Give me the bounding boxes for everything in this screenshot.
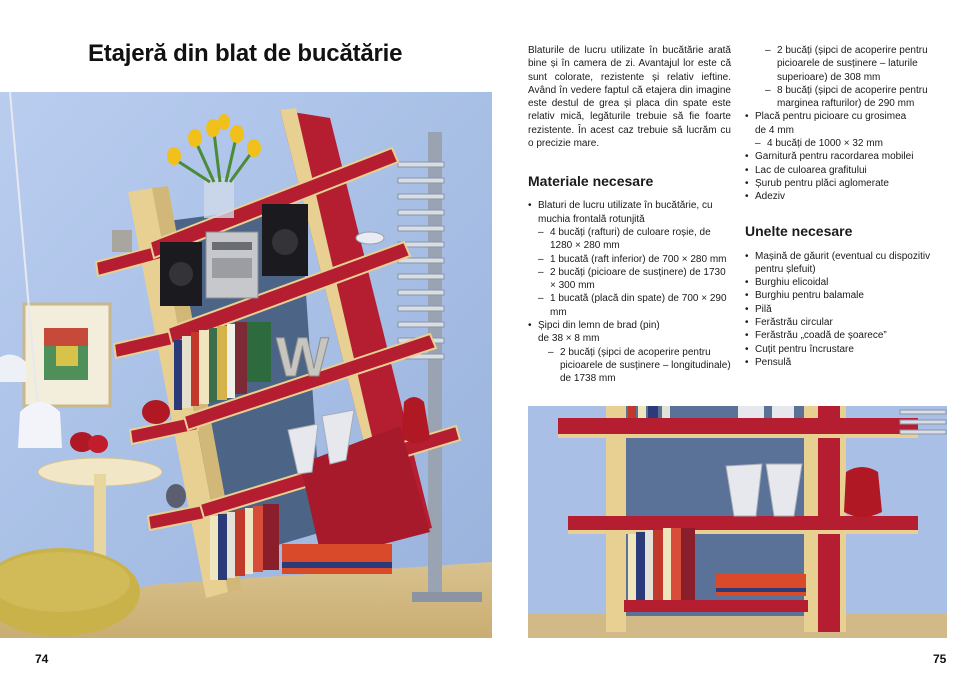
list-item: • Burghiu elicoidal [745,276,945,289]
decor-letter: W [276,325,329,388]
materials-list-part2 [745,44,945,204]
small-bowl [356,232,384,244]
list-item: – 2 bucăți (șipci de acoperire pentru picioarele de susținere – laturile superioare) de 308 mm [745,44,945,84]
list-item: – 1 bucată (raft inferior) de 700 × 280 mm [528,253,731,266]
list-item: – 8 bucăți (șipci de acoperire pentru marginea rafturilor) de 290 mm [745,84,945,111]
text-column-left [528,44,731,386]
list-item: – 2 bucăți (șipci de acoperire pentru picioarele de susținere – longitudinale) de 1738 mm [528,346,731,386]
list-item: – 4 bucăți de 1000 × 32 mm [745,137,945,150]
intro-paragraph: Blaturile de lucru utilizate în bucătărie arată bine și în camera de zi. Avantajul lor este că sunt colorate, rezistente și relativ ieftine. Având în vedere faptul că etajera din imagine este destul de grea și placa din spate este relativ mică, legăturile trebuie să fie foarte rezistente. În acest caz trebuie să lucrăm cu o precizie mare. [528,45,731,150]
list-item: – 4 bucăți (rafturi) de culoare roșie, de 1280 × 280 mm [528,226,731,253]
tools-heading: Unelte necesare [745,222,853,239]
list-item: • Cuțit pentru încrustare [745,343,945,356]
list-item: • Ferăstrău „coadă de șoarece” [745,329,945,342]
list-item: • Lac de culoarea grafitului [745,164,945,177]
list-item: – 2 bucăți (picioare de susținere) de 1730 × 300 mm [528,266,731,293]
materials-list-part1 [528,199,731,385]
list-item: • Adeziv [745,190,945,203]
materials-heading: Materiale necesare [528,173,654,190]
page-title: Etajeră din blat de bucătărie [88,40,403,67]
candle-holder [112,230,132,252]
shelf-detail-photo [528,406,947,638]
list-item: • Pensulă [745,356,945,369]
list-item: • Ferăstrău circular [745,316,945,329]
list-item: • Mașină de găurit (eventual cu dispozitiv pentru șlefuit) [745,250,945,277]
list-item: de 4 mm [755,124,794,136]
page-number-left: 74 [35,652,49,666]
text-column-right [745,44,945,369]
list-item: • Șurub pentru plăci aglomerate [745,177,945,190]
mug [166,484,186,508]
tools-list [745,250,945,370]
list-item: • Garnitură pentru racordarea mobilei [745,150,945,163]
red-vase-left [142,400,170,424]
list-item: – 1 bucată (placă din spate) de 700 × 290 mm [528,292,731,319]
list-item: de 38 × 8 mm [538,333,600,345]
list-item: • Șipci din lemn de brad (pin) [528,319,731,332]
list-item: • Blaturi de lucru utilizate în bucătărie, cu muchia frontală rotunjită [528,199,731,226]
list-item: • Pilă [745,303,945,316]
list-item: • Burghiu pentru balamale [745,289,945,302]
bookshelf-photo [0,92,492,638]
page-number-right: 75 [933,652,947,666]
detail-cd-tower [900,410,946,434]
list-item: • Placă pentru picioare cu grosimea [745,110,945,123]
detail-red-vase [844,467,882,517]
